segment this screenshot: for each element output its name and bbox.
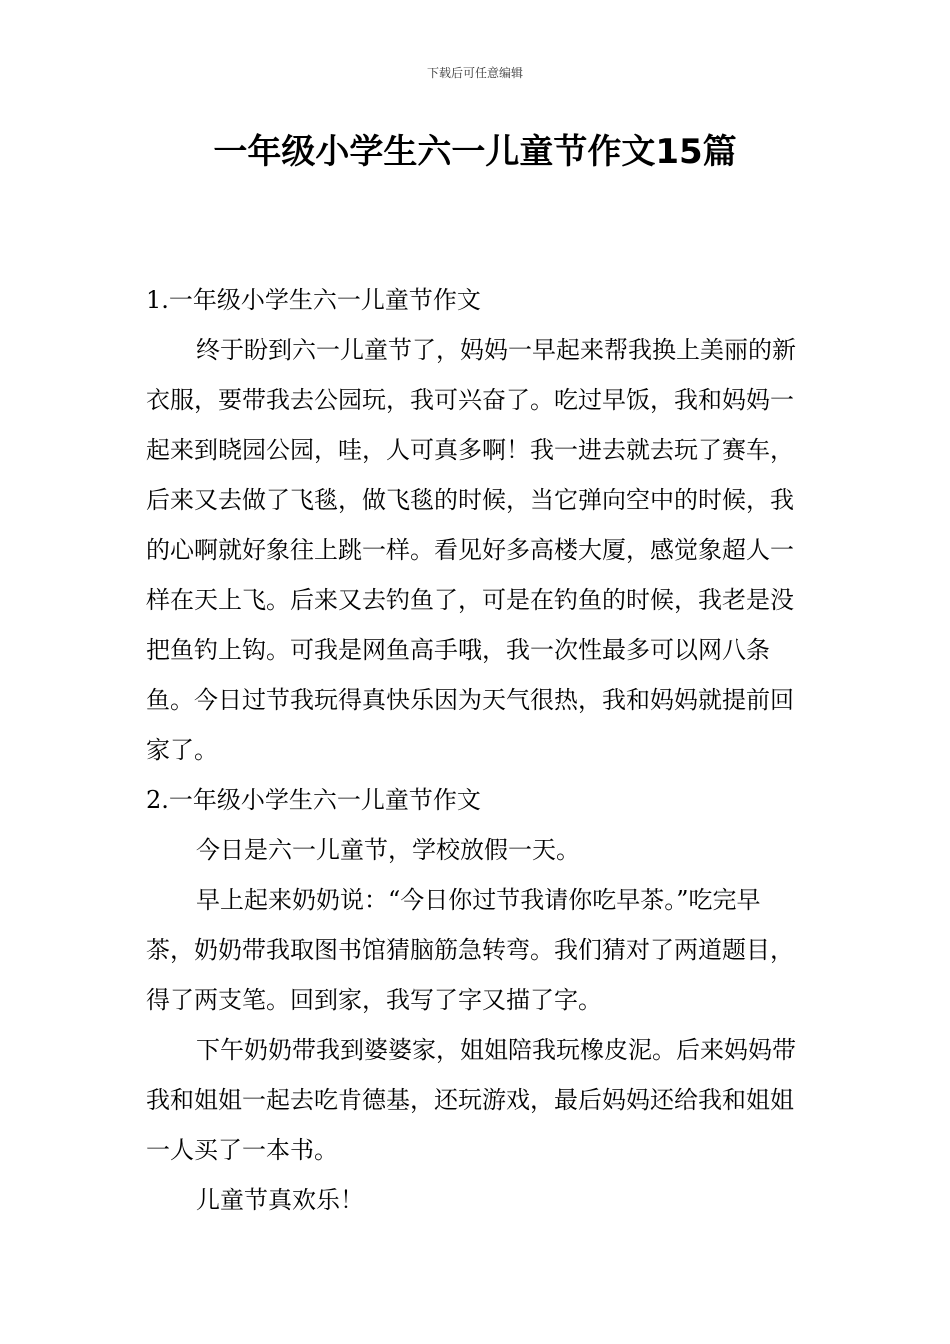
section-heading: 1.一年级小学生六一儿童节作文 [146,286,481,314]
header-note: 下载后可任意编辑 [426,66,523,80]
paragraph: 终于盼到六一儿童节了，妈妈一早起来帮我换上美丽的新衣服，要带我去公园玩，我可兴奋了。吃过早饭，我和妈妈一起来到晓园公园，哇，人可真多啊！我一进去就去玩了赛车，后来又去做了飞毯，做飞毯的时候，当它弹向空中的时候，我的心啊就好象往上跳一样。看见好多高楼大厦，感觉象超人一样在天上飞。后来又去钓鱼了，可是在钓鱼的时候，我老是没把鱼钓上钩。可我是网鱼高手哦，我一次性最多可以网八条鱼。今日过节我玩得真快乐因为天气很热，我和妈妈就提前回家了。 [146,336,796,764]
section-heading: 2.一年级小学生六一儿童节作文 [146,786,481,814]
document-body [146,275,808,1225]
document-title: 一年级小学生六一儿童节作文15篇 [213,132,737,172]
paragraph: 下午奶奶带我到婆婆家，姐姐陪我玩橡皮泥。后来妈妈带我和姐姐一起去吃肯德基，还玩游戏，最后妈妈还给我和姐姐一人买了一本书。 [146,1036,796,1164]
paragraph: 儿童节真欢乐！ [196,1186,364,1214]
paragraph: 今日是六一儿童节，学校放假一天。 [196,836,580,864]
paragraph: 早上起来奶奶说：“今日你过节我请你吃早茶。”吃完早茶，奶奶带我取图书馆猜脑筋急转弯。我们猜对了两道题目，得了两支笔。回到家，我写了字又描了字。 [146,886,794,1014]
